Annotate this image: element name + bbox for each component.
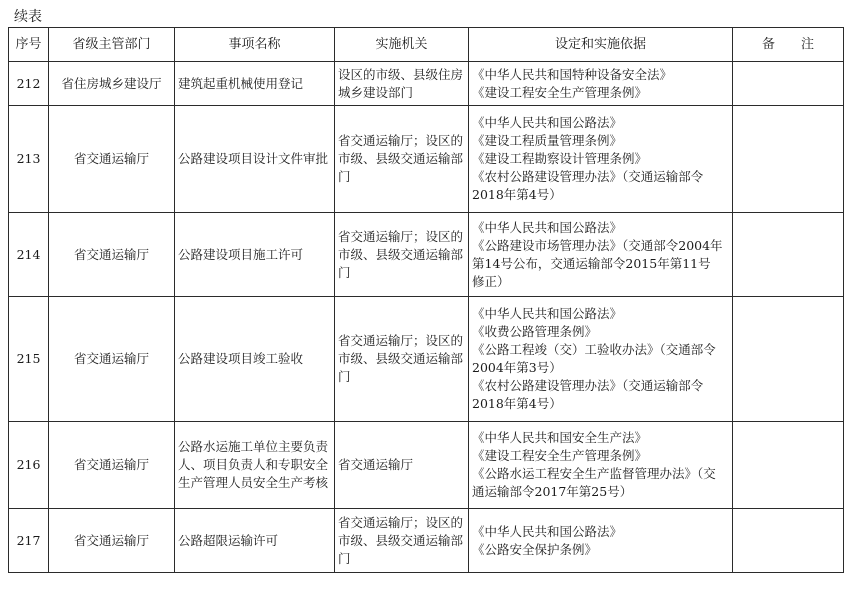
table-row <box>9 213 844 297</box>
header-agency: 实施机关 <box>335 28 469 62</box>
cell-dept: 省交通运输厅 <box>49 297 175 422</box>
cell-remark <box>733 62 844 106</box>
table-row <box>9 509 844 573</box>
basis-line: 2018年第4号） <box>472 396 562 411</box>
cell-basis <box>469 213 733 297</box>
basis-line: 《公路水运工程安全生产监督管理办法》（交 <box>472 466 716 481</box>
cell-basis <box>469 106 733 213</box>
basis-line: 《公路安全保护条例》 <box>472 541 598 557</box>
basis-line: 第14号公布，交通运输部令2015年第11号 <box>472 255 711 271</box>
cell-remark <box>733 213 844 297</box>
cell-agency: 省交通运输厅 <box>335 422 469 509</box>
cell-agency: 省交通运输厅；设区的市级、县级交通运输部门 <box>335 106 469 213</box>
basis-line: 修正） <box>472 273 510 289</box>
basis-line: 《中华人民共和国公路法》 <box>472 219 623 235</box>
cell-item: 公路建设项目竣工验收 <box>175 297 335 422</box>
cell-no: 214 <box>9 213 49 297</box>
cell-basis <box>469 297 733 422</box>
cell-dept: 省交通运输厅 <box>49 422 175 509</box>
table-row <box>9 422 844 509</box>
cell-dept: 省交通运输厅 <box>49 213 175 297</box>
permit-table <box>8 27 844 573</box>
cell-item: 公路水运施工单位主要负责人、项目负责人和专职安全生产管理人员安全生产考核 <box>175 422 335 509</box>
basis-line: 《中华人民共和国安全生产法》 <box>472 430 648 445</box>
basis-line: 《建设工程安全生产管理条例》 <box>472 448 648 463</box>
header-dept: 省级主管部门 <box>49 28 175 62</box>
header-item: 事项名称 <box>175 28 335 62</box>
basis-line: 2018年第4号） <box>472 187 562 202</box>
cell-basis <box>469 62 733 106</box>
basis-line: 《建设工程安全生产管理条例》 <box>472 84 648 100</box>
cell-remark <box>733 106 844 213</box>
basis-line: 《公路建设市场管理办法》（交通部令2004年 <box>472 237 723 253</box>
cell-dept: 省交通运输厅 <box>49 509 175 573</box>
basis-line: 《中华人民共和国公路法》 <box>472 115 623 130</box>
cell-remark <box>733 509 844 573</box>
cell-item: 公路建设项目设计文件审批 <box>175 106 335 213</box>
basis-line: 《公路工程竣（交）工验收办法》（交通部令 <box>472 342 716 357</box>
header-no: 序号 <box>9 28 49 62</box>
cell-dept: 省住房城乡建设厅 <box>49 62 175 106</box>
cell-no: 212 <box>9 62 49 106</box>
table-row <box>9 106 844 213</box>
page-caption: 续表 <box>14 9 42 25</box>
basis-line: 《建设工程勘察设计管理条例》 <box>472 151 648 166</box>
basis-line: 《农村公路建设管理办法》（交通运输部令 <box>472 378 704 393</box>
header-row <box>9 28 844 62</box>
table-row <box>9 62 844 106</box>
basis-line: 《中华人民共和国公路法》 <box>472 306 623 321</box>
cell-basis <box>469 422 733 509</box>
cell-dept: 省交通运输厅 <box>49 106 175 213</box>
table-row <box>9 297 844 422</box>
cell-agency: 省交通运输厅；设区的市级、县级交通运输部门 <box>335 509 469 573</box>
cell-basis <box>469 509 733 573</box>
basis-line: 《中华人民共和国特种设备安全法》 <box>472 66 673 82</box>
basis-line: 《收费公路管理条例》 <box>472 324 598 339</box>
cell-no: 217 <box>9 509 49 573</box>
cell-agency: 省交通运输厅；设区的市级、县级交通运输部门 <box>335 297 469 422</box>
basis-line: 《中华人民共和国公路法》 <box>472 523 623 539</box>
cell-agency: 设区的市级、县级住房城乡建设部门 <box>335 62 469 106</box>
cell-item: 建筑起重机械使用登记 <box>175 62 335 106</box>
cell-item: 公路建设项目施工许可 <box>175 213 335 297</box>
cell-no: 213 <box>9 106 49 213</box>
header-basis: 设定和实施依据 <box>469 28 733 62</box>
cell-no: 215 <box>9 297 49 422</box>
cell-agency: 省交通运输厅；设区的市级、县级交通运输部门 <box>335 213 469 297</box>
cell-remark <box>733 422 844 509</box>
basis-line: 2004年第3号） <box>472 360 562 375</box>
cell-item: 公路超限运输许可 <box>175 509 335 573</box>
basis-line: 《建设工程质量管理条例》 <box>472 133 623 148</box>
cell-remark <box>733 297 844 422</box>
basis-line: 通运输部令2017年第25号） <box>472 484 633 499</box>
cell-no: 216 <box>9 422 49 509</box>
basis-line: 《农村公路建设管理办法》（交通运输部令 <box>472 169 704 184</box>
header-remark: 备 注 <box>733 28 844 62</box>
